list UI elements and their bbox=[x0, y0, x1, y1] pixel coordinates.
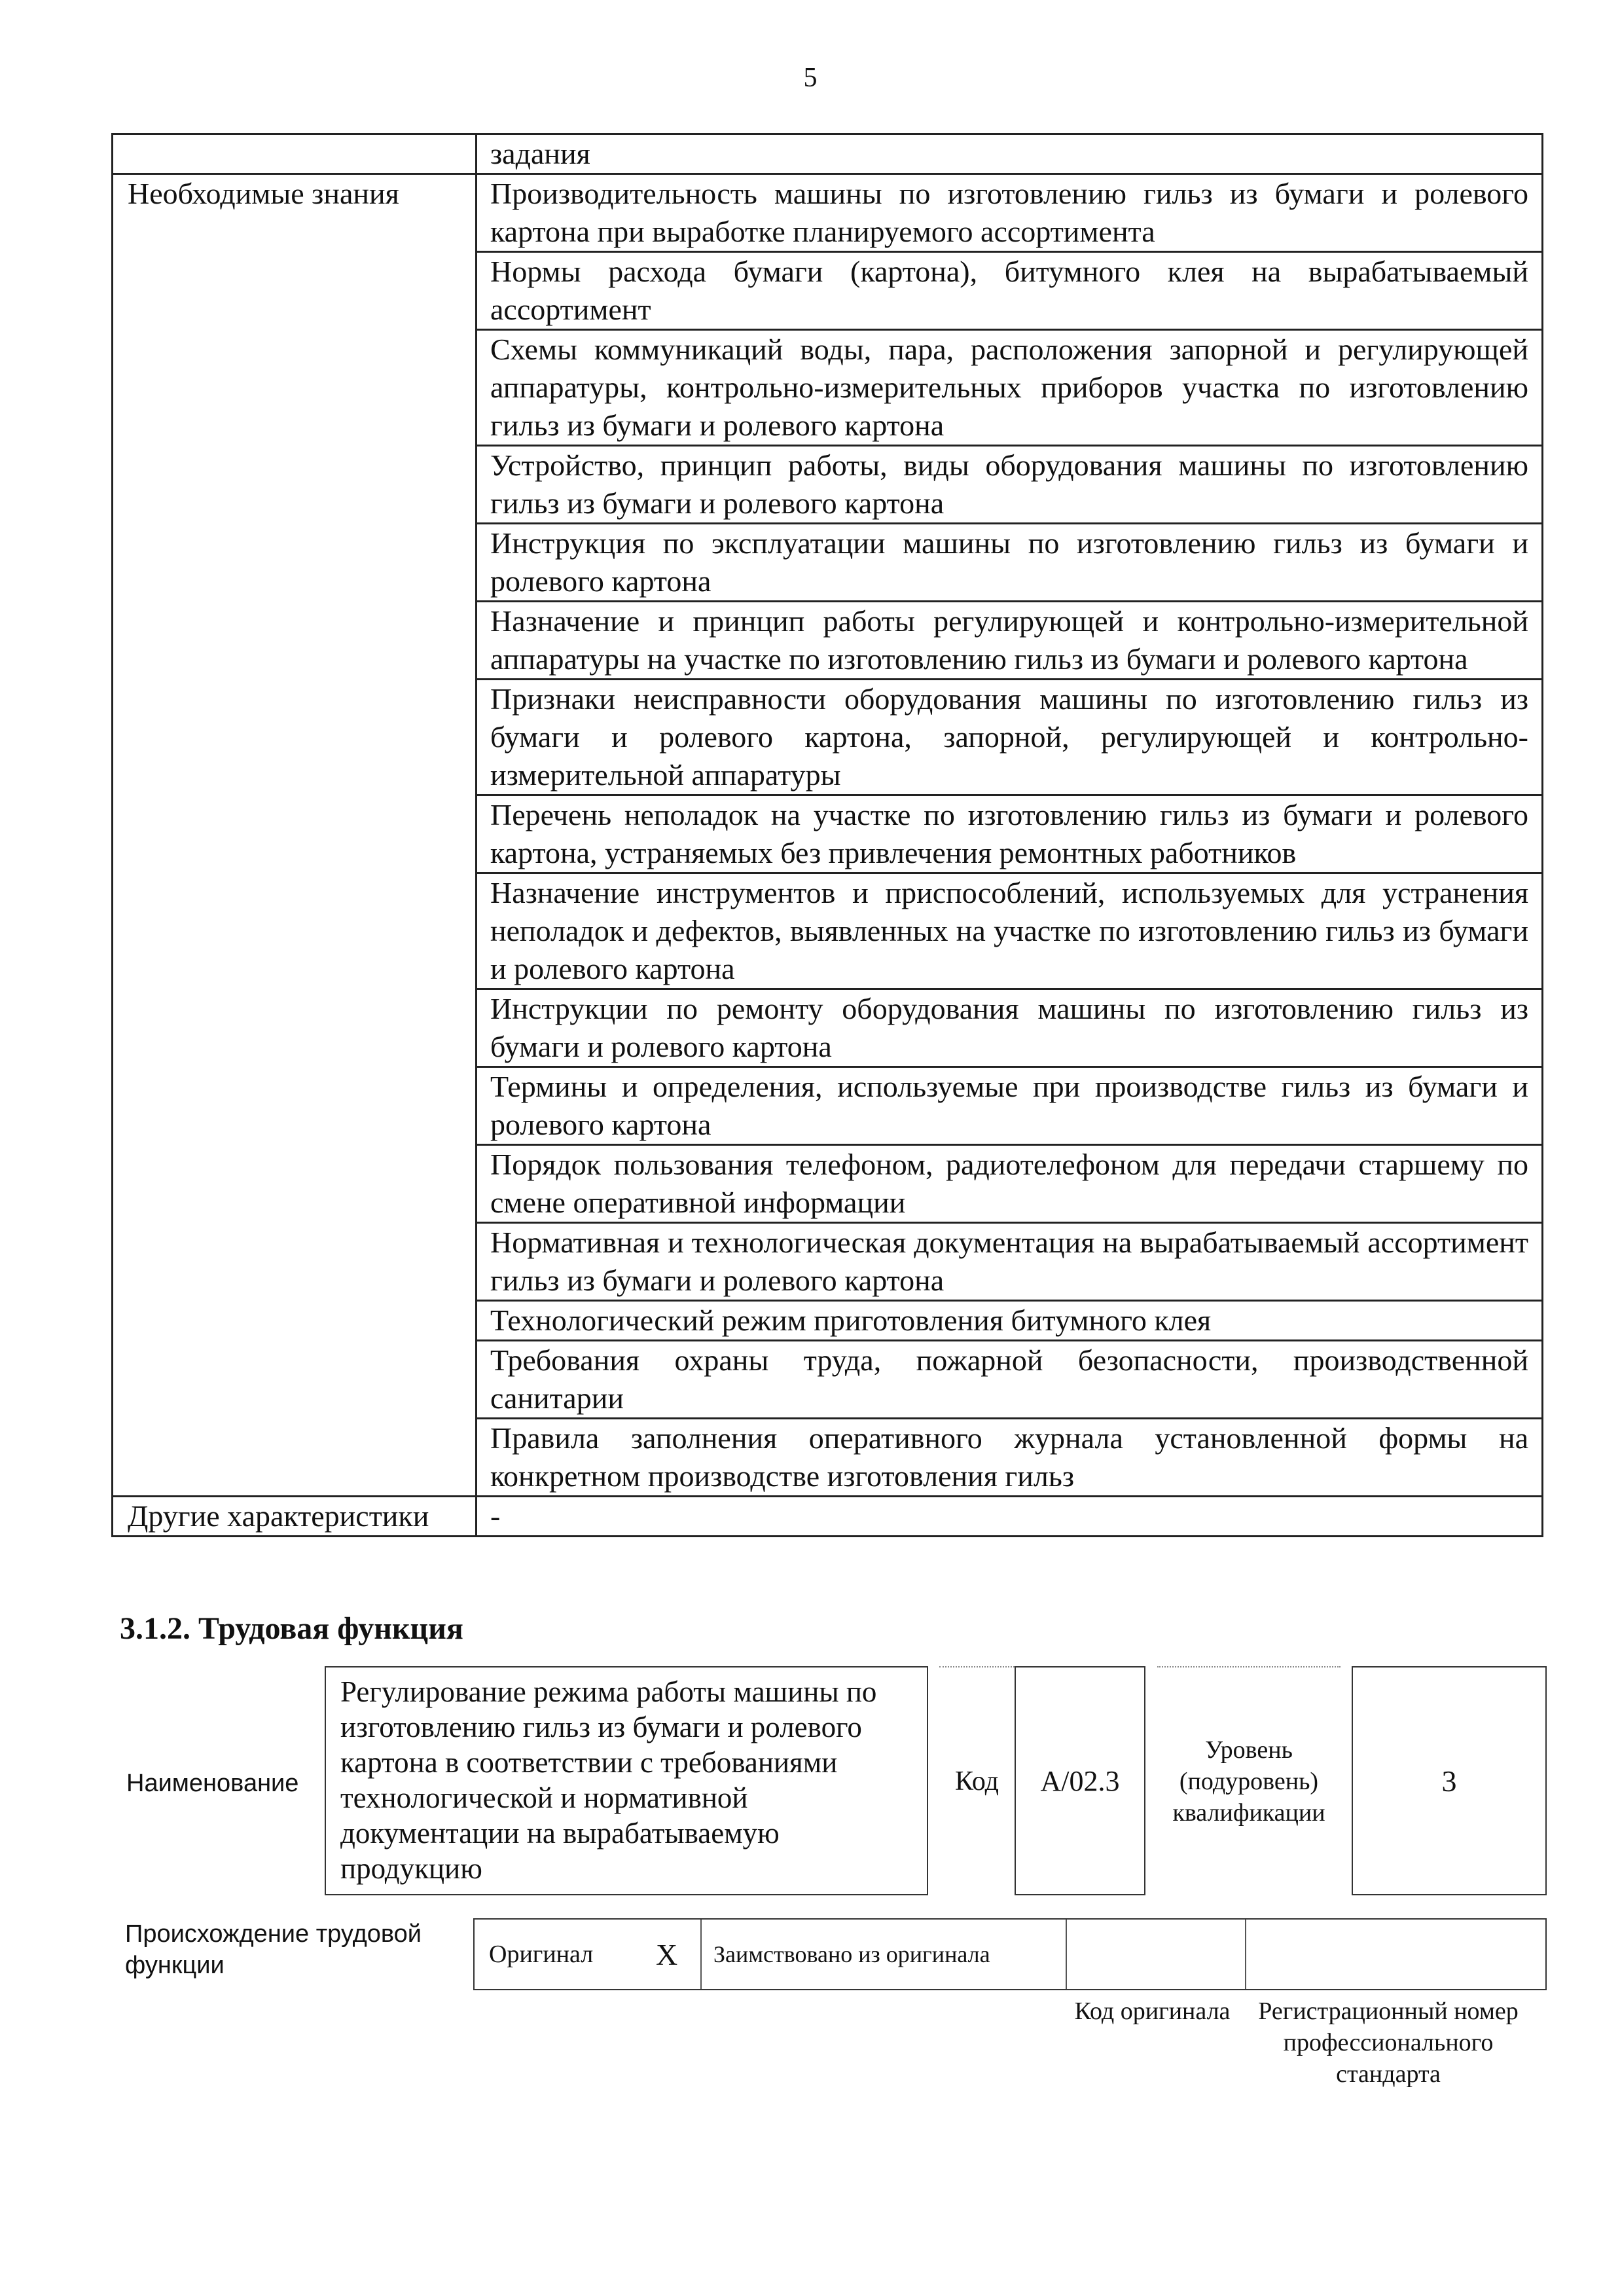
knowledge-item: Назначение инструментов и приспособлений, используемых для устранения неполадок и дефектов, выявленных на участке по изготовлению гильз из бумаги и ролевого картона bbox=[477, 873, 1543, 989]
page-number: 5 bbox=[803, 63, 818, 93]
table-row bbox=[113, 134, 1543, 174]
knowledge-item: Схемы коммуникаций воды, пара, расположения запорной и регулирующей аппаратуры, контрольно-измерительных приборов участка по изготовлению гильз из бумаги и ролевого картона bbox=[477, 330, 1543, 446]
knowledge-item: Признаки неисправности оборудования машины по изготовлению гильз из бумаги и ролевого картона, запорной, регулирующей и контрольно-измерительной аппаратуры bbox=[477, 680, 1543, 795]
level-label: Уровень (подуровень) квалификации bbox=[1157, 1666, 1341, 1895]
knowledge-item: Перечень неполадок на участке по изготовлению гильз из бумаги и ролевого картона, устраняемых без привлечения ремонтных работников bbox=[477, 795, 1543, 873]
borrowed-label: Заимствовано из оригинала bbox=[713, 1941, 990, 1967]
knowledge-item: Технологический режим приготовления битумного клея bbox=[477, 1301, 1543, 1341]
section-title: 3.1.2. Трудовая функция bbox=[120, 1611, 463, 1646]
level-value: 3 bbox=[1352, 1666, 1547, 1895]
function-name-value: Регулирование режима работы машины по изготовлению гильз из бумаги и ролевого картона в соответствии с требованиями технологической и нормативной документации на вырабатываемую продукцию bbox=[325, 1666, 928, 1895]
knowledge-item: Правила заполнения оперативного журнала установленной формы на конкретном производстве изготовления гильз bbox=[477, 1419, 1543, 1497]
knowledge-table bbox=[111, 133, 1543, 1537]
continuation-cell: задания bbox=[477, 134, 1543, 174]
grid-divider bbox=[700, 1920, 702, 1989]
name-label: Наименование bbox=[126, 1770, 299, 1797]
empty-label-cell bbox=[113, 134, 477, 174]
labor-function-row bbox=[120, 1666, 1547, 1902]
code-label: Код bbox=[939, 1666, 1015, 1895]
knowledge-item: Требования охраны труда, пожарной безопасности, производственной санитарии bbox=[477, 1341, 1543, 1419]
table-row bbox=[113, 174, 1543, 252]
origin-section bbox=[120, 1918, 1547, 2115]
knowledge-item: Порядок пользования телефоном, радиотелефоном для передачи старшему по смене оперативной информации bbox=[477, 1145, 1543, 1223]
other-value: - bbox=[477, 1497, 1543, 1537]
knowledge-item: Нормативная и технологическая документация на вырабатываемый ассортимент гильз из бумаги и ролевого картона bbox=[477, 1223, 1543, 1301]
knowledge-item: Устройство, принцип работы, виды оборудования машины по изготовлению гильз из бумаги и ролевого картона bbox=[477, 446, 1543, 524]
original-mark: X bbox=[656, 1937, 678, 1971]
other-label: Другие характеристики bbox=[113, 1497, 477, 1537]
origin-grid bbox=[473, 1918, 1547, 1990]
original-label: Оригинал bbox=[489, 1941, 594, 1968]
knowledge-item: Нормы расхода бумаги (картона), битумного клея на вырабатываемый ассортимент bbox=[477, 252, 1543, 330]
knowledge-item: Назначение и принцип работы регулирующей и контрольно-измерительной аппаратуры на участке по изготовлению гильз из бумаги и ролевого картона bbox=[477, 602, 1543, 680]
knowledge-item: Инструкции по ремонту оборудования машины по изготовлению гильз из бумаги и ролевого картона bbox=[477, 989, 1543, 1067]
code-value: A/02.3 bbox=[1015, 1666, 1145, 1895]
caption-original-code: Код оригинала bbox=[1074, 1997, 1231, 2025]
table-row bbox=[113, 1497, 1543, 1537]
knowledge-item: Производительность машины по изготовлению гильз из бумаги и ролевого картона при выработке планируемого ассортимента bbox=[477, 174, 1543, 252]
grid-divider bbox=[1245, 1920, 1246, 1989]
knowledge-label: Необходимые знания bbox=[113, 174, 477, 1497]
grid-divider bbox=[1066, 1920, 1067, 1989]
knowledge-item: Инструкция по эксплуатации машины по изготовлению гильз из бумаги и ролевого картона bbox=[477, 524, 1543, 602]
knowledge-item: Термины и определения, используемые при производстве гильз из бумаги и ролевого картона bbox=[477, 1067, 1543, 1145]
caption-registration-number: Регистрационный номер профессионального стандарта bbox=[1258, 1997, 1519, 2088]
origin-label: Происхождение трудовой функции bbox=[125, 1920, 422, 1979]
